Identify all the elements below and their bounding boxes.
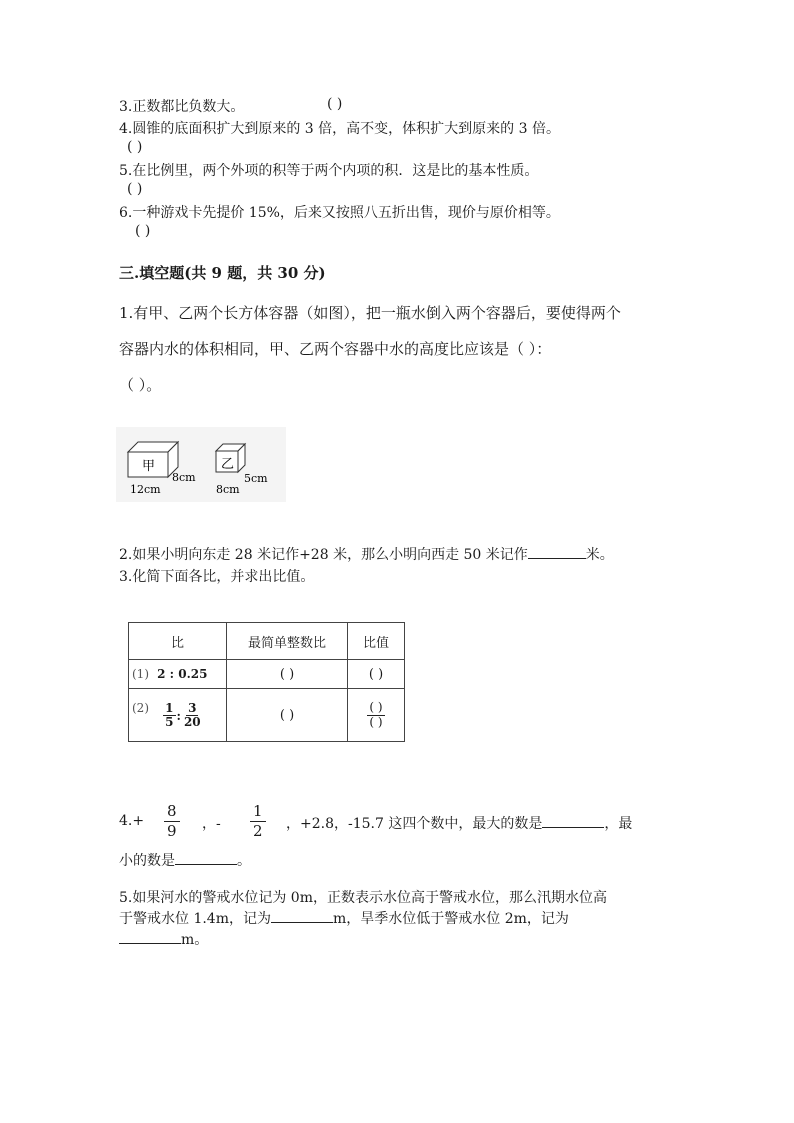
fraction-denominator: ( ): [369, 714, 383, 729]
fill-question-5-text-b: m，旱季水位低于警戒水位 2m，记为: [333, 911, 569, 927]
fraction-denominator: 20: [183, 715, 201, 729]
fill-question-4-line2-text: 小的数是: [119, 853, 175, 869]
fill-question-5-line3-text: m。: [181, 932, 209, 948]
answer-paren: ( ): [127, 181, 143, 197]
fill-question-2: [119, 544, 614, 564]
fraction-1-2: [250, 802, 266, 841]
question-5-text: 5.在比例里，两个外项的积等于两个内项的积．这是比的基本性质。: [119, 163, 539, 179]
section-heading: 三.填空题(共 9 题，共 30 分): [119, 264, 326, 282]
row2-ratio-cell: [129, 689, 227, 742]
fill-question-5-line1: 5.如果河水的警戒水位记为 0m，正数表示水位高于警戒水位，那么汛期水位高: [119, 890, 607, 906]
fraction-denominator: 2: [253, 821, 263, 840]
row-index: (1): [132, 666, 149, 681]
header-ratio: 比: [129, 623, 227, 660]
answer-paren: ( ): [327, 96, 343, 112]
box1-height: 8cm: [172, 471, 196, 484]
fill-question-5-line2: [119, 908, 569, 928]
fill-question-4-mid: ，-: [202, 816, 221, 832]
fill-question-4-line2-end: 。: [237, 853, 251, 869]
fill-question-4-prefix: 4.+: [119, 813, 145, 829]
row1-simplest[interactable]: ( ): [227, 660, 348, 689]
table-header-row: [129, 623, 405, 660]
answer-paren: ( ): [135, 223, 151, 239]
fraction-numerator: 1: [250, 802, 266, 822]
fill-question-4-text-end: ，最: [604, 816, 633, 832]
fill-question-3-text: 3.化简下面各比，并求出比值。: [119, 569, 315, 585]
ratio-table: [128, 622, 405, 742]
fraction: [182, 702, 203, 729]
answer-blank[interactable]: [119, 929, 181, 944]
answer-blank[interactable]: [271, 908, 333, 923]
fill-question-1-line3: （ ）。: [119, 376, 162, 394]
fill-question-5-text-a: 于警戒水位 1.4m，记为: [119, 911, 271, 927]
row-index: (2): [132, 700, 149, 715]
question-6-text: 6.一种游戏卡先提价 15%，后来又按照八五折出售，现价与原价相等。: [119, 205, 560, 221]
fill-question-2-text: 2.如果小明向东走 28 米记作+28 米，那么小明向西走 50 米记作: [119, 547, 528, 563]
answer-blank[interactable]: [542, 813, 604, 828]
header-value: 比值: [348, 623, 405, 660]
fill-question-5-line3: [119, 929, 208, 949]
row2-ratio: [163, 702, 203, 729]
fill-question-4-rest: [286, 813, 632, 833]
header-simplest: 最简单整数比: [227, 623, 348, 660]
box2-label: 乙: [221, 457, 235, 472]
fraction: [163, 702, 175, 729]
fill-question-4-text: ，+2.8，-15.7 这四个数中，最大的数是: [286, 816, 543, 832]
answer-blank[interactable]: [175, 850, 237, 865]
box1-label: 甲: [142, 459, 156, 474]
fill-question-4-line2: [119, 850, 251, 870]
row2-simplest[interactable]: ( ): [227, 689, 348, 742]
fraction-denominator: 9: [167, 821, 177, 840]
table-row: [129, 689, 405, 742]
answer-blank[interactable]: [528, 544, 586, 559]
question-3: [119, 96, 244, 116]
box2-height: 5cm: [244, 472, 268, 485]
fill-question-1-line1: 1.有甲、乙两个长方体容器（如图），把一瓶水倒入两个容器后，要使得两个: [119, 304, 621, 322]
fraction-numerator: 8: [164, 802, 180, 822]
row1-ratio-cell: [129, 660, 227, 689]
box2-length: 8cm: [216, 483, 240, 496]
ratio-separator: :: [176, 708, 181, 723]
table-row: [129, 660, 405, 689]
fill-question-1-line2: 容器内水的体积相同，甲、乙两个容器中水的高度比应该是（ ）：: [119, 340, 552, 358]
box-diagram: [116, 427, 286, 502]
container-figure: [116, 427, 286, 502]
fraction-denominator: 5: [165, 715, 174, 729]
fill-question-2-unit: 米。: [585, 547, 614, 563]
question-4-text: 4.圆锥的底面积扩大到原来的 3 倍，高不变，体积扩大到原来的 3 倍。: [119, 121, 560, 137]
fraction-numerator: ( ): [369, 700, 383, 715]
fraction-numerator: 3: [188, 700, 197, 715]
box1-length: 12cm: [130, 483, 161, 496]
row2-value-fraction: [367, 701, 384, 728]
row2-value-cell[interactable]: [348, 689, 405, 742]
fraction-8-9: [164, 802, 180, 841]
row1-value[interactable]: ( ): [348, 660, 405, 689]
row1-ratio: 2 : 0.25: [157, 666, 208, 681]
answer-paren: ( ): [127, 139, 143, 155]
question-3-text: 3.正数都比负数大。: [119, 99, 245, 115]
fraction-numerator: 1: [165, 700, 174, 715]
